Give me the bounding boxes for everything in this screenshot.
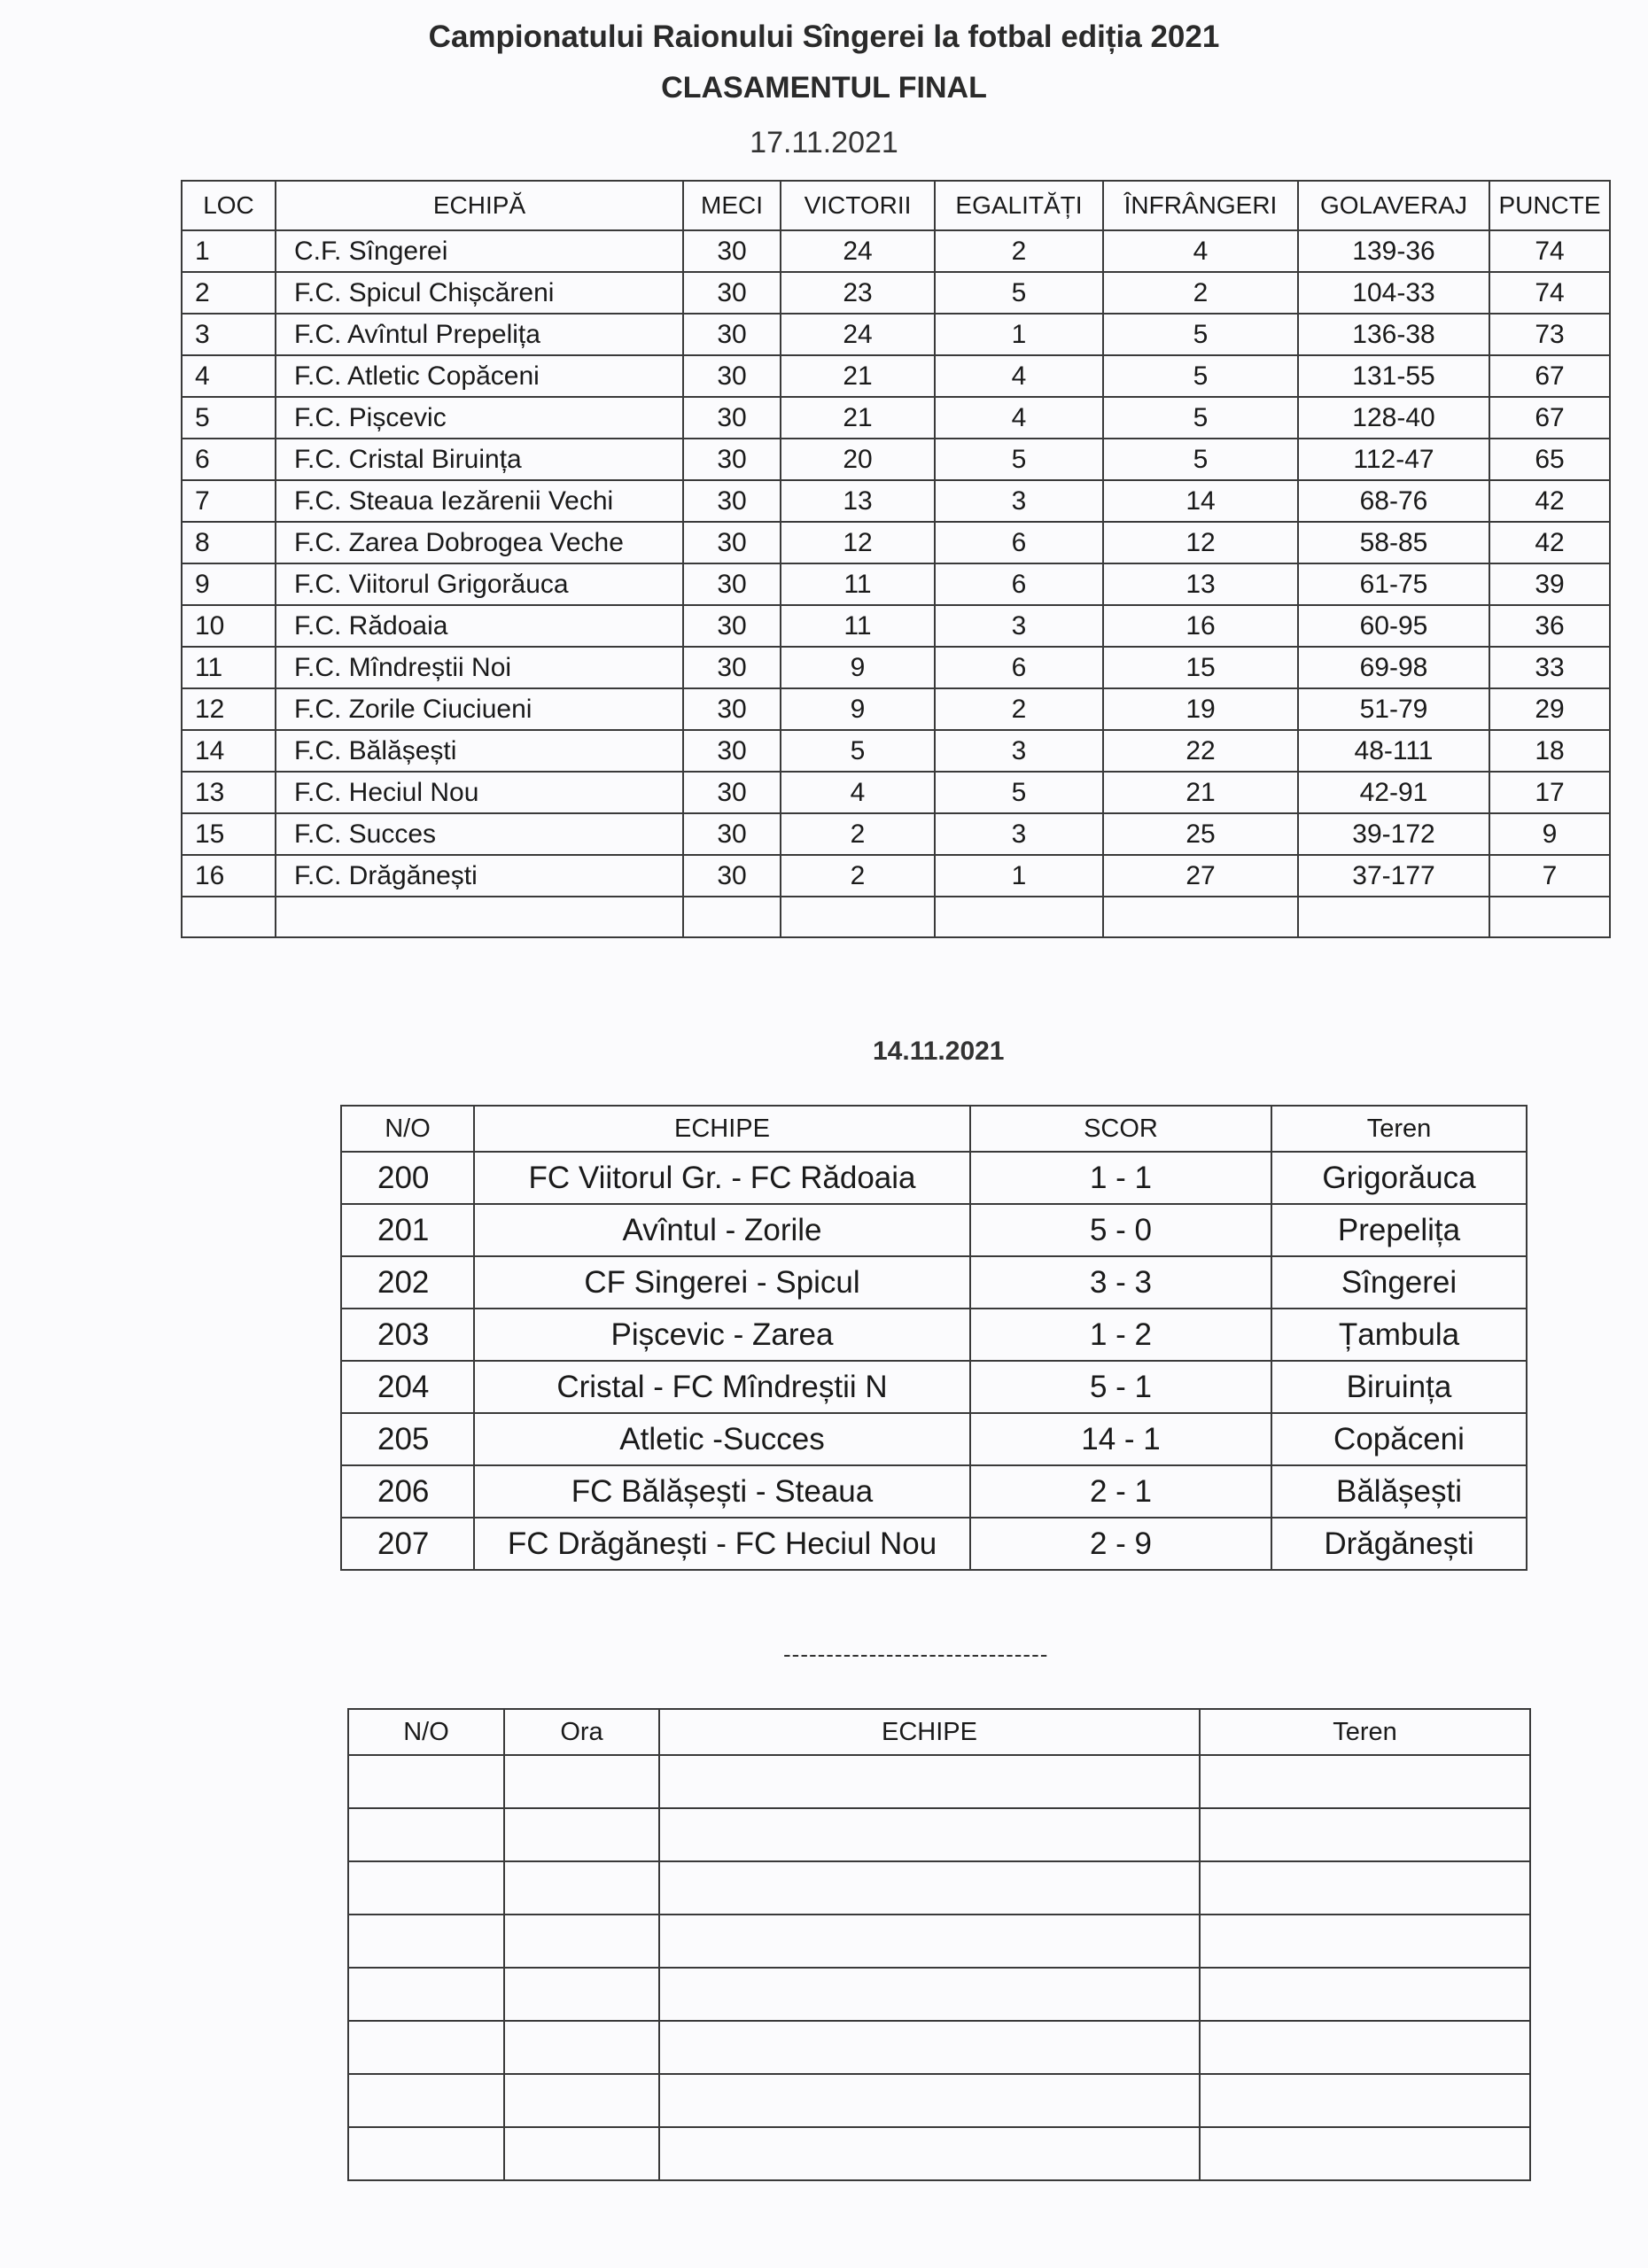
- goals-cell: 69-98: [1298, 647, 1489, 688]
- wins-cell: 11: [781, 563, 935, 605]
- wins-cell: 23: [781, 272, 935, 314]
- played-cell: 30: [683, 647, 781, 688]
- losses-cell: 13: [1103, 563, 1298, 605]
- teams-cell: FC Drăgănești - FC Heciul Nou: [474, 1518, 970, 1570]
- results-body: [341, 1152, 1527, 1570]
- losses-cell: 4: [1103, 230, 1298, 272]
- col-header: N/O: [341, 1106, 474, 1152]
- fixtures-body: [348, 1755, 1530, 2180]
- table-row: [341, 1413, 1527, 1465]
- wins-cell: 2: [781, 813, 935, 855]
- table-row: [341, 1256, 1527, 1309]
- empty-cell: [659, 1915, 1200, 1968]
- draws-cell: 5: [935, 772, 1103, 813]
- team-cell: F.C. Cristal Biruința: [276, 439, 683, 480]
- team-cell: F.C. Viitorul Grigorăuca: [276, 563, 683, 605]
- played-cell: 30: [683, 397, 781, 439]
- teams-cell: FC Viitorul Gr. - FC Rădoaia: [474, 1152, 970, 1204]
- team-cell: F.C. Bălășești: [276, 730, 683, 772]
- table-row: [182, 314, 1610, 355]
- empty-cell: [1200, 1755, 1530, 1808]
- teams-cell: Atletic -Succes: [474, 1413, 970, 1465]
- empty-cell: [1200, 1808, 1530, 1861]
- wins-cell: 21: [781, 397, 935, 439]
- draws-cell: 4: [935, 397, 1103, 439]
- empty-cell: [1298, 897, 1489, 937]
- goals-cell: 60-95: [1298, 605, 1489, 647]
- teams-cell: CF Singerei - Spicul: [474, 1256, 970, 1309]
- losses-cell: 15: [1103, 647, 1298, 688]
- empty-cell: [348, 1808, 504, 1861]
- team-cell: F.C. Heciul Nou: [276, 772, 683, 813]
- team-cell: F.C. Atletic Copăceni: [276, 355, 683, 397]
- goals-cell: 139-36: [1298, 230, 1489, 272]
- match-number-cell: 201: [341, 1204, 474, 1256]
- goals-cell: 37-177: [1298, 855, 1489, 897]
- played-cell: 30: [683, 730, 781, 772]
- match-number-cell: 207: [341, 1518, 474, 1570]
- empty-cell: [1200, 1968, 1530, 2021]
- draws-cell: 1: [935, 314, 1103, 355]
- col-header: Ora: [504, 1709, 659, 1755]
- draws-cell: 3: [935, 605, 1103, 647]
- losses-cell: 5: [1103, 314, 1298, 355]
- points-cell: 67: [1489, 355, 1610, 397]
- rank-cell: 7: [182, 480, 276, 522]
- match-number-cell: 204: [341, 1361, 474, 1413]
- losses-cell: 12: [1103, 522, 1298, 563]
- points-cell: 29: [1489, 688, 1610, 730]
- score-cell: 1 - 2: [970, 1309, 1271, 1361]
- losses-cell: 14: [1103, 480, 1298, 522]
- losses-cell: 22: [1103, 730, 1298, 772]
- losses-cell: 5: [1103, 439, 1298, 480]
- empty-row: [182, 897, 1610, 937]
- points-cell: 36: [1489, 605, 1610, 647]
- score-cell: 1 - 1: [970, 1152, 1271, 1204]
- points-cell: 74: [1489, 272, 1610, 314]
- teams-cell: Pișcevic - Zarea: [474, 1309, 970, 1361]
- wins-cell: 11: [781, 605, 935, 647]
- empty-cell: [659, 1755, 1200, 1808]
- points-cell: 18: [1489, 730, 1610, 772]
- teams-cell: FC Bălășești - Steaua: [474, 1465, 970, 1518]
- match-number-cell: 202: [341, 1256, 474, 1309]
- table-row: [341, 1309, 1527, 1361]
- goals-cell: 51-79: [1298, 688, 1489, 730]
- points-cell: 42: [1489, 522, 1610, 563]
- table-row: [182, 730, 1610, 772]
- rank-cell: 2: [182, 272, 276, 314]
- col-header: ECHIPĂ: [276, 181, 683, 230]
- empty-cell: [659, 2021, 1200, 2074]
- goals-cell: 131-55: [1298, 355, 1489, 397]
- played-cell: 30: [683, 605, 781, 647]
- losses-cell: 16: [1103, 605, 1298, 647]
- points-cell: 42: [1489, 480, 1610, 522]
- played-cell: 30: [683, 480, 781, 522]
- wins-cell: 9: [781, 688, 935, 730]
- played-cell: 30: [683, 772, 781, 813]
- table-row: [341, 1361, 1527, 1413]
- col-header: VICTORII: [781, 181, 935, 230]
- standings-date: 17.11.2021: [750, 126, 898, 159]
- empty-cell: [348, 1755, 504, 1808]
- col-header: LOC: [182, 181, 276, 230]
- results-header-row: [341, 1106, 1527, 1152]
- col-header: Teren: [1271, 1106, 1527, 1152]
- venue-cell: Drăgănești: [1271, 1518, 1527, 1570]
- goals-cell: 39-172: [1298, 813, 1489, 855]
- empty-cell: [348, 1861, 504, 1915]
- team-cell: F.C. Drăgănești: [276, 855, 683, 897]
- points-cell: 67: [1489, 397, 1610, 439]
- empty-cell: [504, 1861, 659, 1915]
- rank-cell: 8: [182, 522, 276, 563]
- draws-cell: 3: [935, 480, 1103, 522]
- rank-cell: 15: [182, 813, 276, 855]
- empty-cell: [935, 897, 1103, 937]
- wins-cell: 5: [781, 730, 935, 772]
- empty-cell: [348, 2074, 504, 2127]
- table-row: [341, 1204, 1527, 1256]
- empty-cell: [1489, 897, 1610, 937]
- draws-cell: 4: [935, 355, 1103, 397]
- empty-row: [348, 1861, 1530, 1915]
- table-row: [182, 439, 1610, 480]
- col-header: SCOR: [970, 1106, 1271, 1152]
- team-cell: C.F. Sîngerei: [276, 230, 683, 272]
- score-cell: 5 - 1: [970, 1361, 1271, 1413]
- score-cell: 14 - 1: [970, 1413, 1271, 1465]
- rank-cell: 16: [182, 855, 276, 897]
- score-cell: 5 - 0: [970, 1204, 1271, 1256]
- venue-cell: Prepelița: [1271, 1204, 1527, 1256]
- table-row: [341, 1152, 1527, 1204]
- rank-cell: 3: [182, 314, 276, 355]
- standings-body: [182, 230, 1610, 937]
- wins-cell: 2: [781, 855, 935, 897]
- venue-cell: Grigorăuca: [1271, 1152, 1527, 1204]
- empty-cell: [504, 1808, 659, 1861]
- goals-cell: 136-38: [1298, 314, 1489, 355]
- score-cell: 2 - 9: [970, 1518, 1271, 1570]
- table-row: [341, 1518, 1527, 1570]
- points-cell: 7: [1489, 855, 1610, 897]
- standings-table: [181, 180, 1611, 938]
- empty-cell: [659, 2074, 1200, 2127]
- team-cell: F.C. Mîndreștii Noi: [276, 647, 683, 688]
- points-cell: 65: [1489, 439, 1610, 480]
- empty-cell: [504, 2021, 659, 2074]
- col-header: EGALITĂȚI: [935, 181, 1103, 230]
- wins-cell: 13: [781, 480, 935, 522]
- rank-cell: 4: [182, 355, 276, 397]
- wins-cell: 4: [781, 772, 935, 813]
- col-header: Teren: [1200, 1709, 1530, 1755]
- rank-cell: 14: [182, 730, 276, 772]
- empty-cell: [659, 1808, 1200, 1861]
- section-divider: -------------------------------: [783, 1641, 1049, 1667]
- played-cell: 30: [683, 272, 781, 314]
- empty-cell: [659, 2127, 1200, 2180]
- document-title: Campionatului Raionului Sîngerei la fotbal ediția 2021: [428, 19, 1220, 54]
- rank-cell: 13: [182, 772, 276, 813]
- goals-cell: 112-47: [1298, 439, 1489, 480]
- played-cell: 30: [683, 314, 781, 355]
- wins-cell: 9: [781, 647, 935, 688]
- venue-cell: Copăceni: [1271, 1413, 1527, 1465]
- empty-cell: [1200, 1915, 1530, 1968]
- match-number-cell: 206: [341, 1465, 474, 1518]
- losses-cell: 21: [1103, 772, 1298, 813]
- wins-cell: 20: [781, 439, 935, 480]
- draws-cell: 5: [935, 272, 1103, 314]
- rank-cell: 12: [182, 688, 276, 730]
- table-row: [182, 813, 1610, 855]
- wins-cell: 24: [781, 314, 935, 355]
- table-row: [182, 605, 1610, 647]
- losses-cell: 2: [1103, 272, 1298, 314]
- wins-cell: 21: [781, 355, 935, 397]
- goals-cell: 42-91: [1298, 772, 1489, 813]
- table-row: [182, 688, 1610, 730]
- played-cell: 30: [683, 688, 781, 730]
- table-row: [182, 647, 1610, 688]
- empty-row: [348, 2074, 1530, 2127]
- empty-cell: [683, 897, 781, 937]
- draws-cell: 3: [935, 813, 1103, 855]
- played-cell: 30: [683, 230, 781, 272]
- teams-cell: Cristal - FC Mîndreștii N: [474, 1361, 970, 1413]
- table-row: [182, 522, 1610, 563]
- standings-header-row: [182, 181, 1610, 230]
- empty-cell: [504, 2127, 659, 2180]
- table-row: [182, 355, 1610, 397]
- empty-cell: [1103, 897, 1298, 937]
- points-cell: 74: [1489, 230, 1610, 272]
- points-cell: 33: [1489, 647, 1610, 688]
- empty-row: [348, 2021, 1530, 2074]
- table-row: [182, 230, 1610, 272]
- draws-cell: 5: [935, 439, 1103, 480]
- rank-cell: 1: [182, 230, 276, 272]
- played-cell: 30: [683, 522, 781, 563]
- team-cell: F.C. Steaua Iezărenii Vechi: [276, 480, 683, 522]
- goals-cell: 68-76: [1298, 480, 1489, 522]
- draws-cell: 2: [935, 688, 1103, 730]
- played-cell: 30: [683, 855, 781, 897]
- empty-row: [348, 1755, 1530, 1808]
- table-row: [182, 397, 1610, 439]
- table-row: [182, 272, 1610, 314]
- empty-cell: [348, 2127, 504, 2180]
- match-number-cell: 205: [341, 1413, 474, 1465]
- team-cell: F.C. Pișcevic: [276, 397, 683, 439]
- col-header: MECI: [683, 181, 781, 230]
- losses-cell: 27: [1103, 855, 1298, 897]
- losses-cell: 25: [1103, 813, 1298, 855]
- points-cell: 39: [1489, 563, 1610, 605]
- col-header: GOLAVERAJ: [1298, 181, 1489, 230]
- col-header: N/O: [348, 1709, 504, 1755]
- empty-cell: [659, 1861, 1200, 1915]
- fixtures-table: [347, 1708, 1531, 2181]
- empty-cell: [659, 1968, 1200, 2021]
- losses-cell: 5: [1103, 355, 1298, 397]
- table-row: [182, 855, 1610, 897]
- table-row: [341, 1465, 1527, 1518]
- points-cell: 73: [1489, 314, 1610, 355]
- empty-cell: [276, 897, 683, 937]
- document-subtitle: CLASAMENTUL FINAL: [661, 71, 987, 105]
- rank-cell: 9: [182, 563, 276, 605]
- venue-cell: Sîngerei: [1271, 1256, 1527, 1309]
- empty-cell: [504, 1755, 659, 1808]
- match-number-cell: 200: [341, 1152, 474, 1204]
- teams-cell: Avîntul - Zorile: [474, 1204, 970, 1256]
- team-cell: F.C. Spicul Chișcăreni: [276, 272, 683, 314]
- empty-row: [348, 1915, 1530, 1968]
- col-header: PUNCTE: [1489, 181, 1610, 230]
- score-cell: 2 - 1: [970, 1465, 1271, 1518]
- fixtures-header-row: [348, 1709, 1530, 1755]
- venue-cell: Bălășești: [1271, 1465, 1527, 1518]
- empty-cell: [1200, 2074, 1530, 2127]
- table-row: [182, 480, 1610, 522]
- empty-cell: [504, 1915, 659, 1968]
- venue-cell: Biruința: [1271, 1361, 1527, 1413]
- goals-cell: 61-75: [1298, 563, 1489, 605]
- table-row: [182, 563, 1610, 605]
- empty-cell: [781, 897, 935, 937]
- played-cell: 30: [683, 813, 781, 855]
- results-table: [340, 1105, 1528, 1571]
- draws-cell: 6: [935, 522, 1103, 563]
- rank-cell: 6: [182, 439, 276, 480]
- losses-cell: 19: [1103, 688, 1298, 730]
- points-cell: 9: [1489, 813, 1610, 855]
- goals-cell: 128-40: [1298, 397, 1489, 439]
- goals-cell: 58-85: [1298, 522, 1489, 563]
- score-cell: 3 - 3: [970, 1256, 1271, 1309]
- draws-cell: 6: [935, 563, 1103, 605]
- col-header: ÎNFRÂNGERI: [1103, 181, 1298, 230]
- empty-cell: [1200, 2127, 1530, 2180]
- empty-cell: [504, 1968, 659, 2021]
- col-header: ECHIPE: [659, 1709, 1200, 1755]
- empty-row: [348, 1808, 1530, 1861]
- rank-cell: 11: [182, 647, 276, 688]
- draws-cell: 1: [935, 855, 1103, 897]
- losses-cell: 5: [1103, 397, 1298, 439]
- team-cell: F.C. Zorile Ciuciueni: [276, 688, 683, 730]
- played-cell: 30: [683, 563, 781, 605]
- goals-cell: 48-111: [1298, 730, 1489, 772]
- draws-cell: 6: [935, 647, 1103, 688]
- team-cell: F.C. Zarea Dobrogea Veche: [276, 522, 683, 563]
- points-cell: 17: [1489, 772, 1610, 813]
- wins-cell: 12: [781, 522, 935, 563]
- team-cell: F.C. Rădoaia: [276, 605, 683, 647]
- empty-row: [348, 1968, 1530, 2021]
- wins-cell: 24: [781, 230, 935, 272]
- venue-cell: Țambula: [1271, 1309, 1527, 1361]
- empty-cell: [182, 897, 276, 937]
- draws-cell: 3: [935, 730, 1103, 772]
- played-cell: 30: [683, 439, 781, 480]
- rank-cell: 5: [182, 397, 276, 439]
- empty-cell: [348, 2021, 504, 2074]
- empty-cell: [504, 2074, 659, 2127]
- played-cell: 30: [683, 355, 781, 397]
- empty-cell: [348, 1915, 504, 1968]
- empty-cell: [1200, 2021, 1530, 2074]
- empty-cell: [1200, 1861, 1530, 1915]
- rank-cell: 10: [182, 605, 276, 647]
- col-header: ECHIPE: [474, 1106, 970, 1152]
- results-date: 14.11.2021: [873, 1037, 1005, 1066]
- draws-cell: 2: [935, 230, 1103, 272]
- goals-cell: 104-33: [1298, 272, 1489, 314]
- team-cell: F.C. Succes: [276, 813, 683, 855]
- empty-row: [348, 2127, 1530, 2180]
- team-cell: F.C. Avîntul Prepelița: [276, 314, 683, 355]
- match-number-cell: 203: [341, 1309, 474, 1361]
- table-row: [182, 772, 1610, 813]
- empty-cell: [348, 1968, 504, 2021]
